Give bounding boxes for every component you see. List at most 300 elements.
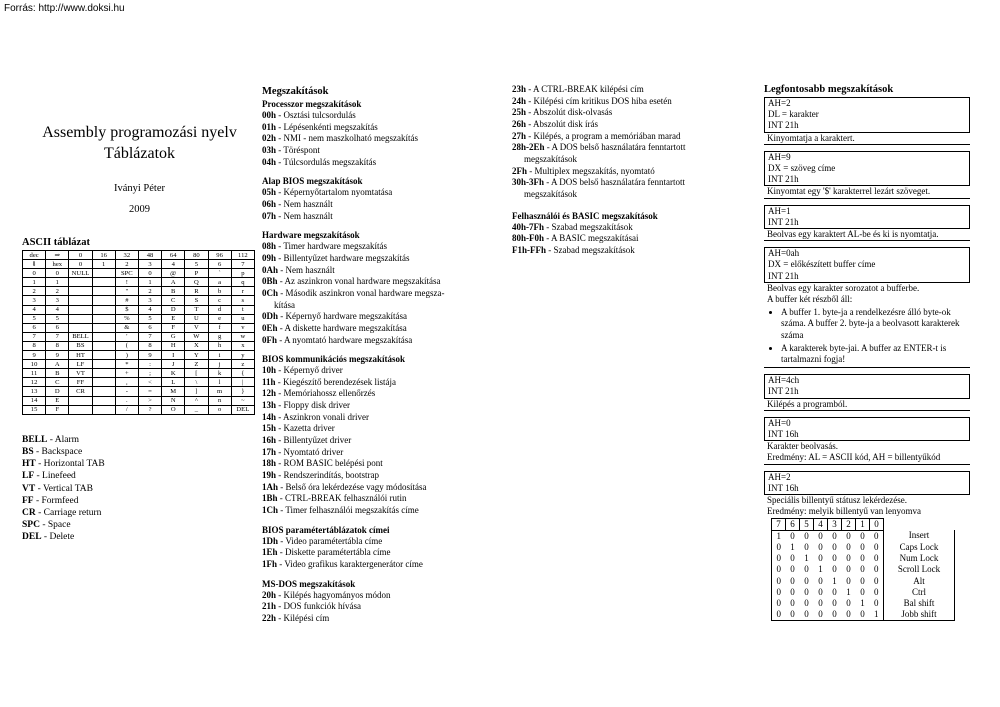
abbreviation-code: LF <box>22 471 35 482</box>
abbreviation-desc: - Backspace <box>36 446 83 457</box>
ascii-heading: ASCII táblázat <box>22 237 90 248</box>
interrupt-desc: - Rendszerindítás, bootstrap <box>278 470 379 481</box>
bit-header: 5 <box>800 518 814 530</box>
group-title: Alap BIOS megszakítások <box>262 176 363 187</box>
bit-value: 0 <box>818 553 823 564</box>
ascii-cell: ' <box>115 332 138 341</box>
description-line: A buffer két részből áll: <box>767 294 853 305</box>
ascii-cell: C <box>46 378 69 387</box>
interrupt-code: 1Fh <box>262 559 278 569</box>
interrupt-line <box>262 110 506 122</box>
bit-value: 0 <box>828 609 842 621</box>
bit-value: 0 <box>856 609 870 621</box>
bit-value: 0 <box>870 598 884 609</box>
interrupt-line <box>262 365 506 377</box>
interrupt-desc: - Szabad megszakítások <box>546 221 633 232</box>
ascii-row <box>23 369 255 378</box>
interrupt-code: 06h <box>262 198 277 209</box>
interrupt-code: 13h <box>262 400 277 411</box>
interrupt-code: 1Dh <box>262 535 279 546</box>
interrupt-desc: - Kilépés hagyományos módon <box>278 589 391 600</box>
interrupt-line <box>512 131 734 143</box>
ascii-cell: 0 <box>69 251 92 260</box>
abbreviation-list <box>22 434 257 544</box>
ascii-cell: o <box>208 405 231 414</box>
interrupt-code: 25h <box>512 107 527 118</box>
interrupt-desc: - CTRL-BREAK felhasználói rutin <box>279 493 407 504</box>
ascii-cell <box>92 387 115 396</box>
ascii-cell: A <box>162 278 185 287</box>
interrupt-code: 24h <box>512 95 527 106</box>
user-basic-group <box>512 211 734 257</box>
interrupt-code: 05h <box>262 187 277 198</box>
ascii-cell: dec <box>23 251 46 260</box>
bit-value: 0 <box>846 597 851 608</box>
ascii-cell: D <box>46 387 69 396</box>
ascii-cell: 2 <box>115 260 138 269</box>
interrupt-code: 2Fh <box>512 165 528 176</box>
ascii-cell: 9 <box>46 351 69 360</box>
bit-value: 0 <box>818 575 823 586</box>
ascii-cell: 32 <box>115 251 138 260</box>
interrupt-desc: - Kilépési cím <box>278 612 330 623</box>
ascii-row <box>23 314 255 323</box>
interrupt-desc: - Kilépés, a program a memóriában marad <box>528 130 681 141</box>
bit-value: 0 <box>860 564 865 575</box>
bit-value: 0 <box>790 575 795 586</box>
interrupt-line <box>512 142 734 154</box>
abbreviation-desc: - Alarm <box>49 434 80 445</box>
ascii-cell: X <box>185 341 208 350</box>
ascii-cell: t <box>231 305 254 314</box>
ascii-cell: M <box>162 387 185 396</box>
interrupt-desc: - Töréspont <box>278 144 320 155</box>
ascii-cell: 11 <box>23 369 46 378</box>
ascii-cell: s <box>231 296 254 305</box>
interrupt-line <box>262 412 506 424</box>
interrupt-desc: - Kiegészítő berendezések listája <box>277 376 396 387</box>
interrupt-code: 22h <box>262 612 277 623</box>
interrupt-block <box>764 417 970 465</box>
ascii-cell: 2 <box>138 287 161 296</box>
interrupts-heading: Megszakítások <box>262 86 329 97</box>
description-line: Beolvas egy karakter sorozatot a bufferbe. <box>767 282 920 293</box>
bit-value: 0 <box>804 586 809 597</box>
abbreviation-code: VT <box>22 483 36 494</box>
register-line: INT 16h <box>768 482 799 493</box>
ascii-cell: v <box>231 323 254 332</box>
interrupt-code: 07h <box>262 210 277 221</box>
ascii-cell: ` <box>208 269 231 278</box>
bits-row <box>772 587 955 598</box>
interrupt-line <box>262 323 506 335</box>
interrupt-line <box>262 613 506 625</box>
ascii-cell: 8 <box>46 341 69 350</box>
interrupt-code: 03h <box>262 144 277 155</box>
abbreviation-code: FF <box>22 495 34 506</box>
interrupt-code: 23h <box>512 84 527 94</box>
ascii-cell: HT <box>69 351 92 360</box>
ascii-cell <box>92 351 115 360</box>
interrupt-line <box>262 211 506 223</box>
ascii-cell: NULL <box>69 269 92 278</box>
bit-value: 0 <box>790 586 795 597</box>
interrupt-line <box>512 107 734 119</box>
ascii-cell <box>92 305 115 314</box>
interrupt-desc: - Túlcsordulás megszakítás <box>278 156 377 167</box>
ascii-cell: < <box>138 378 161 387</box>
bit-value: 0 <box>818 530 823 541</box>
ascii-cell: S <box>185 296 208 305</box>
ascii-cell: 2 <box>23 287 46 296</box>
interrupt-code: 1Bh <box>262 493 278 504</box>
ascii-cell: 5 <box>46 314 69 323</box>
block-description <box>764 186 970 198</box>
buffer-bullets <box>767 307 967 365</box>
ascii-cell: 5 <box>138 314 161 323</box>
ascii-cell: } <box>231 387 254 396</box>
ascii-cell <box>92 323 115 332</box>
interrupt-line <box>262 435 506 447</box>
interrupt-line <box>262 157 506 169</box>
ascii-cell: 1 <box>23 278 46 287</box>
interrupt-line <box>512 177 734 189</box>
bit-value: 0 <box>832 553 837 564</box>
interrupt-desc: - Kazetta driver <box>278 423 335 434</box>
block-description <box>764 495 970 621</box>
interrupt-line <box>262 590 506 602</box>
interrupt-code: 0Dh <box>262 311 279 322</box>
register-line: AH=0 <box>768 417 791 428</box>
ascii-cell: 0 <box>69 260 92 269</box>
ascii-cell: k <box>208 369 231 378</box>
ascii-cell: e <box>208 314 231 323</box>
interrupt-line <box>262 311 506 323</box>
interrupt-line <box>262 470 506 482</box>
ascii-cell: ] <box>185 387 208 396</box>
interrupt-line <box>262 145 506 157</box>
interrupt-block <box>764 374 970 411</box>
ascii-row <box>23 351 255 360</box>
bit-value: 0 <box>846 564 851 575</box>
ascii-cell <box>92 405 115 414</box>
ascii-cell: V <box>185 323 208 332</box>
ascii-cell <box>69 323 92 332</box>
bits-row <box>772 564 955 575</box>
interrupt-desc: - Multiplex megszakítás, nyomtató <box>529 165 655 176</box>
ascii-cell: 96 <box>208 251 231 260</box>
interrupt-desc: - Osztási tulcsordulás <box>278 110 356 120</box>
ascii-cell: + <box>115 369 138 378</box>
ascii-cell <box>92 314 115 323</box>
ascii-cell: ⇒ <box>46 251 69 260</box>
interrupt-block <box>764 97 970 145</box>
ascii-row <box>23 332 255 341</box>
interrupt-code: 08h <box>262 241 277 252</box>
ascii-cell: B <box>162 287 185 296</box>
important-blocks <box>764 97 970 621</box>
bit-value: 0 <box>846 541 851 552</box>
bit-value: 0 <box>804 530 809 541</box>
column-title-ascii <box>22 84 257 544</box>
ascii-cell: & <box>115 323 138 332</box>
interrupt-desc: - Billentyűzet driver <box>278 435 352 446</box>
ascii-cell: J <box>162 360 185 369</box>
ascii-cell: D <box>162 305 185 314</box>
ascii-cell: 6 <box>46 323 69 332</box>
bit-value: 0 <box>860 530 865 541</box>
bit-value: 0 <box>870 587 884 598</box>
ascii-cell: 3 <box>46 296 69 305</box>
abbreviation-code: CR <box>22 507 36 518</box>
register-line: DX = előkészített buffer címe <box>768 259 876 270</box>
register-line: INT 21h <box>768 120 799 131</box>
ascii-cell <box>69 287 92 296</box>
interrupt-line <box>262 400 506 412</box>
ascii-cell: a <box>208 278 231 287</box>
important-heading: Legfontosabb megszakítások <box>764 84 894 95</box>
interrupt-line <box>262 199 506 211</box>
register-box <box>764 417 970 441</box>
abbreviation-item <box>22 519 257 531</box>
interrupt-line <box>512 84 734 96</box>
ascii-cell: T <box>185 305 208 314</box>
interrupt-desc: - Video paramétertábla címe <box>280 535 383 546</box>
bit-value: 0 <box>870 553 884 564</box>
ascii-cell <box>92 378 115 387</box>
ascii-cell: f <box>208 323 231 332</box>
ascii-row <box>23 405 255 414</box>
ascii-cell: / <box>115 405 138 414</box>
register-box <box>764 151 970 187</box>
source-note: Forrás: http://www.doksi.hu <box>4 3 125 14</box>
interrupt-desc: - DOS funkciók hívása <box>278 601 362 612</box>
description-line: Karakter beolvasás. <box>767 441 838 452</box>
register-box <box>764 247 970 283</box>
ascii-cell: Q <box>185 278 208 287</box>
bit-header: 4 <box>814 518 828 530</box>
ascii-cell <box>92 360 115 369</box>
description-line: Beolvas egy karaktert AL-be és ki is nyomtatja. <box>767 229 939 240</box>
interrupt-desc: - Belső óra lekérdezése vagy módosítása <box>280 481 427 492</box>
interrupt-code: 0Bh <box>262 276 278 287</box>
interrupt-desc: - A DOS belső használatára fenntartott <box>546 177 685 188</box>
ascii-table <box>22 250 255 415</box>
bit-value: 0 <box>814 609 828 621</box>
year: 2009 <box>129 204 150 215</box>
bit-value: 0 <box>772 609 786 621</box>
interrupt-desc: - Képernyő driver <box>278 365 343 376</box>
bit-value: 0 <box>800 609 814 621</box>
interrupt-desc: - Nem használt <box>280 264 335 275</box>
ascii-row <box>23 387 255 396</box>
register-line: AH=2 <box>768 471 791 482</box>
bit-value: 0 <box>832 530 837 541</box>
ascii-cell: VT <box>69 369 92 378</box>
ascii-cell: hex <box>46 260 69 269</box>
block-description <box>764 283 970 368</box>
abbreviation-item <box>22 507 257 519</box>
interrupt-line <box>512 96 734 108</box>
bit-value: 0 <box>790 597 795 608</box>
abbreviation-item <box>22 495 257 507</box>
interrupt-desc: megszakítások <box>524 153 577 164</box>
interrupt-code: 21h <box>262 601 277 612</box>
interrupt-desc: - Második aszinkron vonal hardware megsza- <box>280 287 445 298</box>
interrupt-desc: - Timer hardware megszakítás <box>278 241 387 252</box>
abbreviation-item <box>22 434 257 446</box>
interrupt-line <box>262 300 506 312</box>
interrupt-desc: - Képernyő hardware megszakítása <box>280 311 407 322</box>
ascii-cell: B <box>46 369 69 378</box>
interrupt-code: 14h <box>262 411 277 422</box>
ascii-cell: m <box>208 387 231 396</box>
interrupt-desc: - Floppy disk driver <box>278 400 351 411</box>
ascii-cell: 7 <box>23 332 46 341</box>
bit-value: 0 <box>804 575 809 586</box>
interrupt-line <box>262 388 506 400</box>
ascii-cell: L <box>162 378 185 387</box>
interrupt-line <box>262 122 506 134</box>
interrupt-line <box>262 559 506 571</box>
bit-value: 0 <box>846 553 851 564</box>
ascii-cell <box>92 269 115 278</box>
interrupt-code: 0Ah <box>262 264 279 275</box>
interrupt-desc: - Szabad megszakítások <box>548 244 635 255</box>
ascii-cell: @ <box>162 269 185 278</box>
key-name: Num Lock <box>884 553 955 564</box>
key-name: Jobb shift <box>884 609 955 621</box>
interrupt-code: 80h-F0h <box>512 233 545 244</box>
block-description <box>764 133 970 145</box>
description-line: Kinyomtat egy '$' karakterrel lezárt szöveget. <box>767 186 931 197</box>
title-line-2: Táblázatok <box>103 145 176 162</box>
ascii-cell: F <box>46 405 69 414</box>
bit-header: 0 <box>870 518 884 530</box>
interrupt-desc: - Abszolút disk-olvasás <box>528 107 613 118</box>
column-important <box>764 84 970 627</box>
ascii-row <box>23 278 255 287</box>
ascii-cell: 3 <box>138 260 161 269</box>
register-line: INT 21h <box>768 216 799 227</box>
ascii-cell: b <box>208 287 231 296</box>
ascii-cell: 4 <box>162 260 185 269</box>
ascii-cell: ~ <box>231 396 254 405</box>
abbreviation-item <box>22 458 257 470</box>
interrupt-desc: - Video grafikus karaktergenerátor címe <box>279 559 423 569</box>
ascii-cell: 80 <box>185 251 208 260</box>
ascii-cell: 6 <box>208 260 231 269</box>
ascii-cell: - <box>115 387 138 396</box>
interrupt-desc: kítása <box>274 299 295 310</box>
ascii-cell: = <box>138 387 161 396</box>
bullet-item: • A karakterek byte-jai. A buffer az ENTER-t is tartalmazni fogja! <box>781 343 967 365</box>
description-line: Eredmény: melyik billentyű van lenyomva <box>767 506 921 517</box>
ascii-cell <box>69 396 92 405</box>
interrupt-line <box>512 166 734 178</box>
ascii-cell: 0 <box>23 269 46 278</box>
interrupt-line <box>262 447 506 459</box>
interrupt-code: 00h <box>262 110 277 120</box>
ascii-cell: 7 <box>231 260 254 269</box>
description-line: Eredmény: AL = ASCII kód, AH = billentyűkód <box>767 452 941 463</box>
ascii-cell: F <box>162 323 185 332</box>
ascii-cell: 0 <box>138 269 161 278</box>
ascii-cell: 6 <box>138 323 161 332</box>
bit-value: 0 <box>790 553 795 564</box>
ascii-cell <box>69 296 92 305</box>
interrupt-code: 26h <box>512 118 527 129</box>
bit-value: 0 <box>846 575 851 586</box>
interrupt-line <box>262 241 506 253</box>
abbreviation-desc: - Carriage return <box>38 507 102 518</box>
abbreviation-desc: - Horizontal TAB <box>38 459 105 470</box>
interrupt-desc: - A diskette hardware megszakítása <box>279 322 407 333</box>
ascii-cell: , <box>115 378 138 387</box>
interrupt-line <box>262 335 506 347</box>
ascii-cell: ! <box>115 278 138 287</box>
abbreviation-code: HT <box>22 459 36 470</box>
interrupt-line <box>262 133 506 145</box>
bit-value: 0 <box>804 597 809 608</box>
bits-row <box>772 542 955 553</box>
bit-value: 0 <box>818 586 823 597</box>
interrupt-line <box>512 233 734 245</box>
interrupt-code: 0Fh <box>262 334 278 345</box>
ascii-cell: . <box>115 396 138 405</box>
interrupt-line <box>262 493 506 505</box>
bits-row <box>772 609 955 621</box>
bits-row <box>772 576 955 587</box>
key-name: Ctrl <box>884 587 955 598</box>
ascii-cell: 7 <box>46 332 69 341</box>
ascii-cell: U <box>185 314 208 323</box>
ascii-cell <box>69 305 92 314</box>
register-line: INT 21h <box>768 386 799 397</box>
ascii-row <box>23 269 255 278</box>
key-name: Insert <box>884 530 955 542</box>
group-title: BIOS kommunikációs megszakítások <box>262 354 406 365</box>
bit-value: 0 <box>870 576 884 587</box>
key-name: Scroll Lock <box>884 564 955 575</box>
abbreviation-desc: - Space <box>42 520 71 531</box>
bit-value: 0 <box>832 541 837 552</box>
ascii-row <box>23 378 255 387</box>
interrupt-block <box>764 471 970 622</box>
ascii-cell: g <box>208 332 231 341</box>
ascii-cell: " <box>115 287 138 296</box>
interrupt-line <box>512 154 734 166</box>
interrupt-line <box>262 288 506 300</box>
interrupt-line <box>262 482 506 494</box>
interrupt-block <box>764 205 970 242</box>
group-title: BIOS paramétertáblázatok címei <box>262 524 390 535</box>
interrupt-desc: - Diskette paramétertábla címe <box>279 547 391 558</box>
interrupt-code: 02h <box>262 133 277 144</box>
ascii-row <box>23 341 255 350</box>
interrupt-line <box>262 423 506 435</box>
ascii-cell <box>92 278 115 287</box>
ascii-cell: 12 <box>23 378 46 387</box>
interrupt-line <box>262 536 506 548</box>
interrupt-code: 01h <box>262 121 277 132</box>
bit-value: 0 <box>860 575 865 586</box>
ascii-cell: 1 <box>46 278 69 287</box>
block-description <box>764 229 970 241</box>
ascii-cell: 16 <box>92 251 115 260</box>
bit-value: 0 <box>842 609 856 621</box>
ascii-cell: * <box>115 360 138 369</box>
